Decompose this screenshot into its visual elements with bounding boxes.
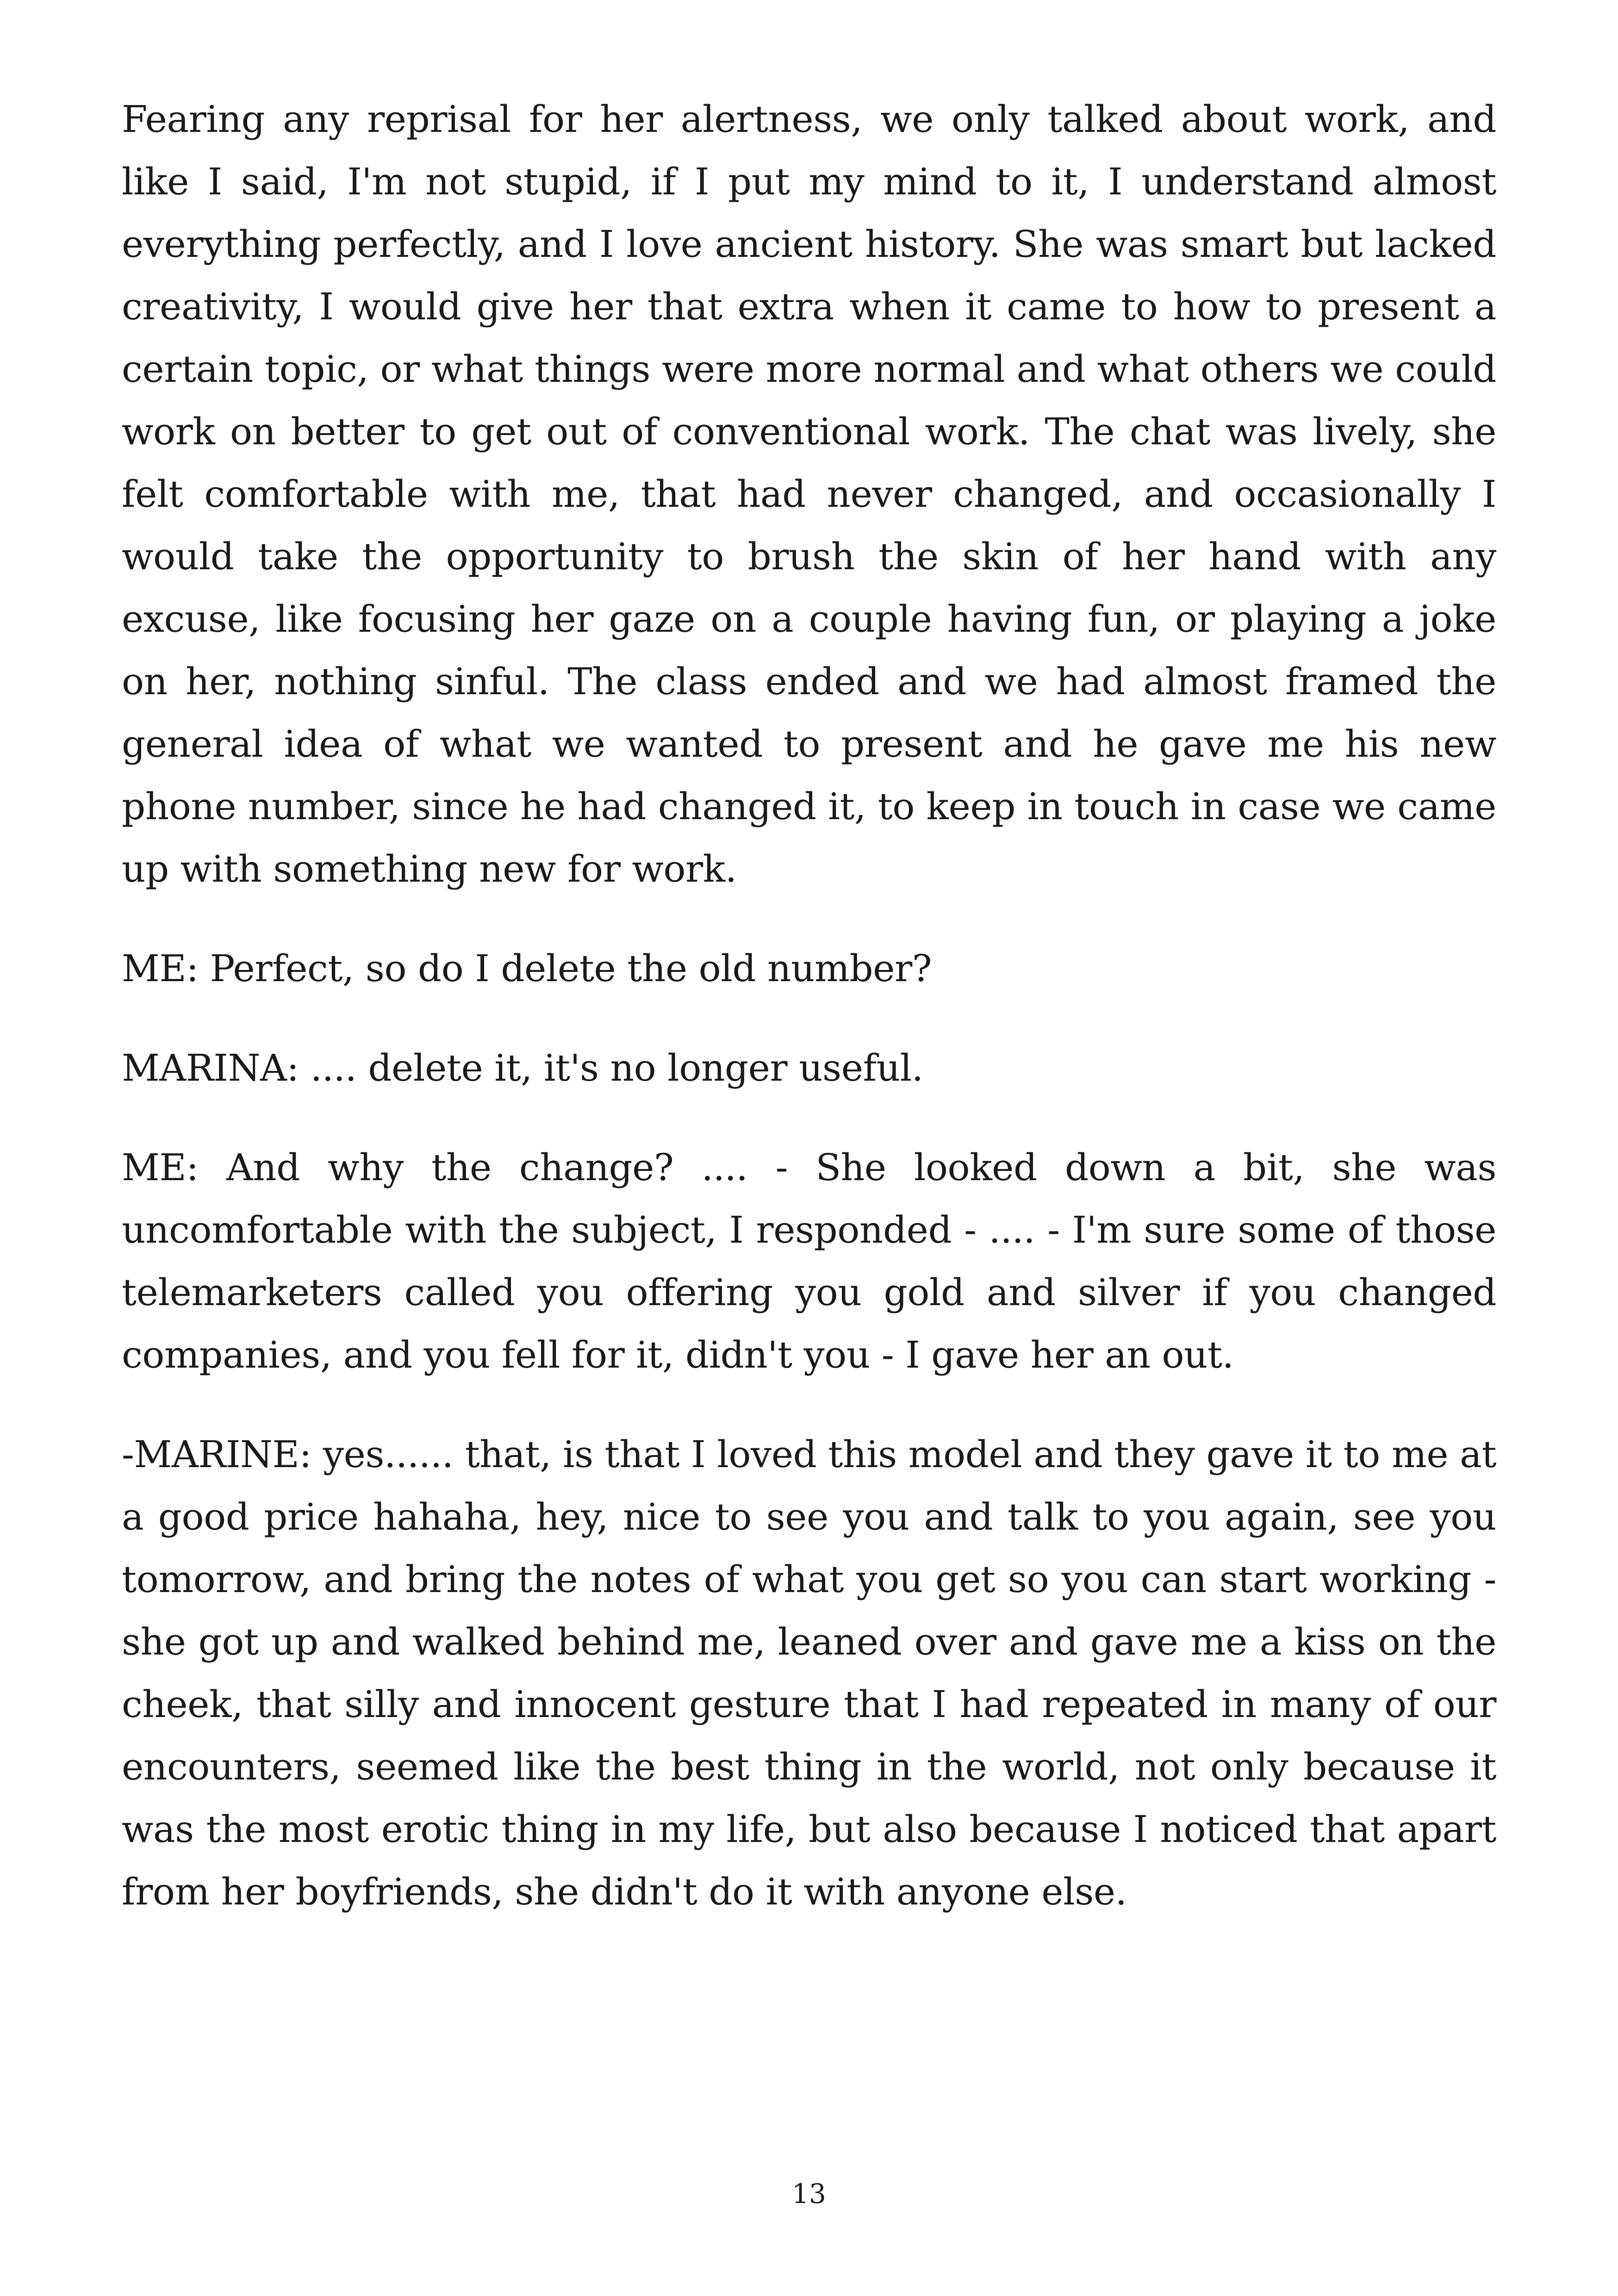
page-body — [122, 88, 1496, 1960]
narrative-paragraph: Fearing any reprisal for her alertness, we only talked about work, and like I said, I'm not stupid, if I put my mind to it, I understand almost everything perfectly, and I love ancient history. She was smart but lacked creativity, I would give her that extra when it came to how to present a certain topic, or what things were more normal and what others we could work on better to get out of conventional work. The chat was lively, she felt comfortable with me, that had never changed, and occasionally I would take the opportunity to brush the skin of her hand with any excuse, like focusing her gaze on a couple having fun, or playing a joke on her, nothing sinful. The class ended and we had almost framed the general idea of what we wanted to present and he gave me his new phone number, since he had changed it, to keep in touch in case we came up with something new for work. — [122, 98, 1496, 890]
dialogue-line-me-2: ME: And why the change? .... - She looked down a bit, she was uncomfortable with the subject, I responded - .... - I'm sure some of those telemarketers called you offering you gold and silver if you changed companies, and you fell for it, didn't you - I gave her an out. — [122, 1146, 1496, 1376]
dialogue-line-marina: MARINA: .... delete it, it's no longer useful. — [122, 1046, 923, 1089]
page-number: 13 — [792, 2178, 826, 2209]
dialogue-line-marine: -MARINE: yes...... that, is that I loved this model and they gave it to me at a good price hahaha, hey, nice to see you and talk to you again, see you tomorrow, and bring the notes of what you get so you can start working - she got up and walked behind me, leaned over and gave me a kiss on the cheek, that silly and innocent gesture that I had repeated in many of our encounters, seemed like the best thing in the world, not only because it was the most erotic thing in my life, but also because I noticed that apart from her boyfriends, she didn't do it with anyone else. — [122, 1433, 1496, 1913]
dialogue-line-me-1: ME: Perfect, so do I delete the old number? — [122, 947, 932, 990]
